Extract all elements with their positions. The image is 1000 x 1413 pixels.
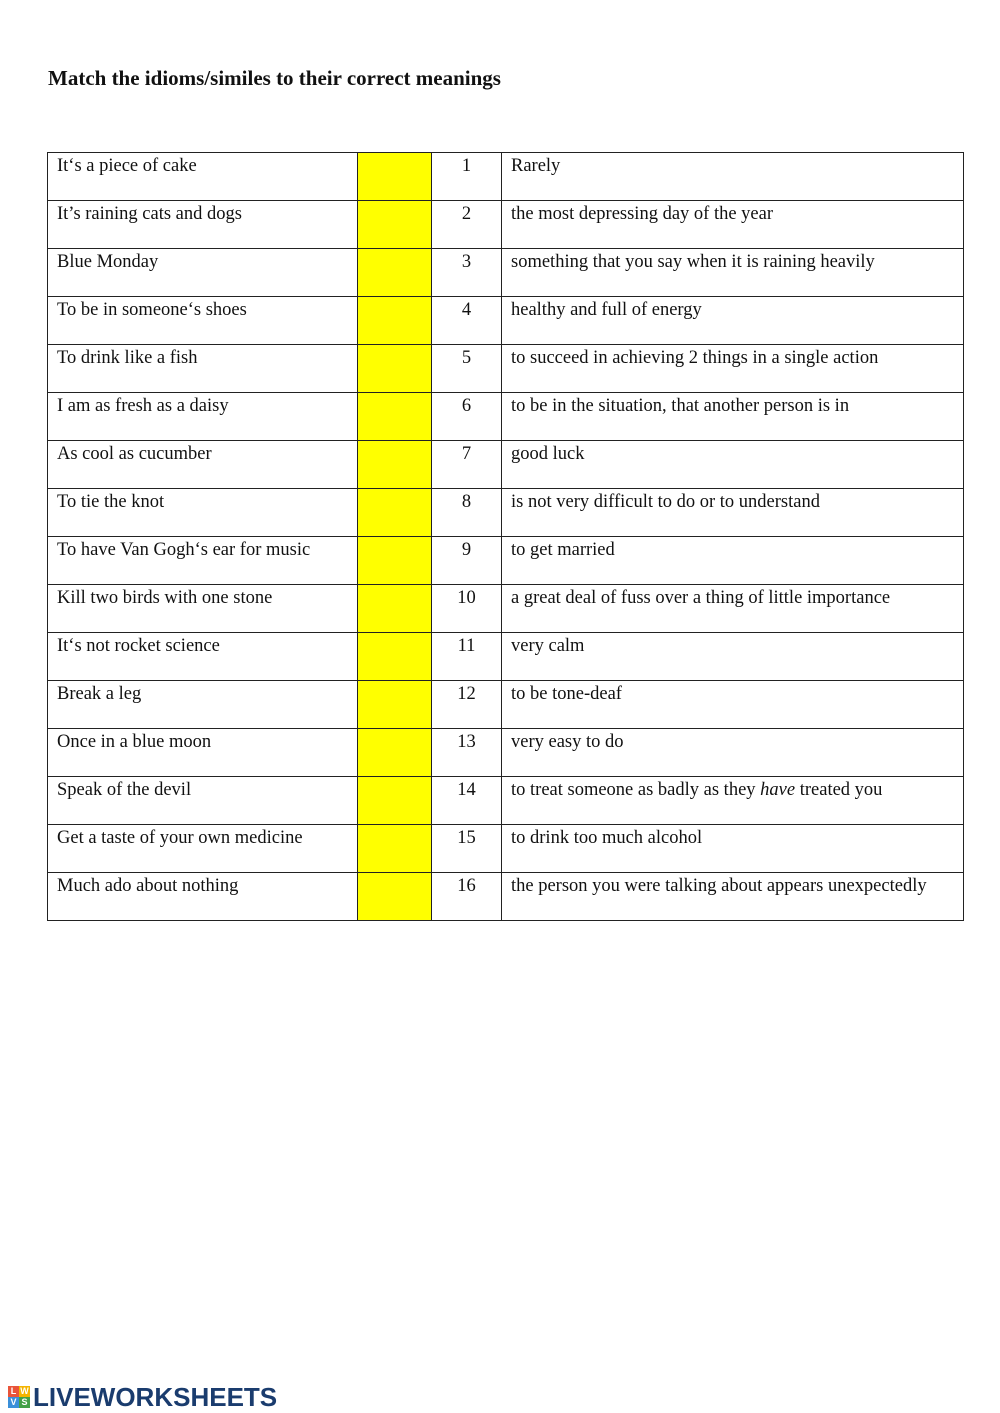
table-row <box>48 633 964 681</box>
meaning-cell: to get married <box>502 537 964 585</box>
meaning-emphasis: have <box>760 780 796 800</box>
meaning-text: treated you <box>795 780 883 800</box>
answer-drop-box[interactable] <box>367 539 422 584</box>
meaning-number: 2 <box>432 201 502 249</box>
idiom-cell: Once in a blue moon <box>48 729 358 777</box>
meaning-cell: a great deal of fuss over a thing of little importance <box>502 585 964 633</box>
meaning-cell: something that you say when it is raining heavily <box>502 249 964 297</box>
answer-cell[interactable] <box>358 441 432 489</box>
meaning-number: 14 <box>432 777 502 825</box>
idiom-cell: It‘s a piece of cake <box>48 153 358 201</box>
idiom-cell: It‘s not rocket science <box>48 633 358 681</box>
meaning-number: 4 <box>432 297 502 345</box>
liveworksheets-logo <box>8 1381 277 1413</box>
answer-cell[interactable] <box>358 585 432 633</box>
table-row <box>48 585 964 633</box>
answer-cell[interactable] <box>358 249 432 297</box>
idiom-cell: To tie the knot <box>48 489 358 537</box>
table-row <box>48 873 964 921</box>
answer-drop-box[interactable] <box>367 299 422 344</box>
meaning-cell: very calm <box>502 633 964 681</box>
meaning-number: 3 <box>432 249 502 297</box>
meaning-cell: good luck <box>502 441 964 489</box>
answer-cell[interactable] <box>358 537 432 585</box>
idiom-cell: To drink like a fish <box>48 345 358 393</box>
answer-drop-box[interactable] <box>367 251 422 296</box>
meaning-cell: to be in the situation, that another person is in <box>502 393 964 441</box>
meaning-cell <box>502 777 964 825</box>
answer-drop-box[interactable] <box>367 203 422 248</box>
meaning-cell: the person you were talking about appears unexpectedly <box>502 873 964 921</box>
meaning-number: 9 <box>432 537 502 585</box>
idiom-cell: I am as fresh as a daisy <box>48 393 358 441</box>
table-row <box>48 345 964 393</box>
answer-cell[interactable] <box>358 489 432 537</box>
table-row <box>48 489 964 537</box>
meaning-cell: the most depressing day of the year <box>502 201 964 249</box>
meaning-cell: to succeed in achieving 2 things in a single action <box>502 345 964 393</box>
meaning-text: to treat someone as badly as they <box>511 780 761 800</box>
idiom-cell: To be in someone‘s shoes <box>48 297 358 345</box>
table-row <box>48 393 964 441</box>
answer-drop-box[interactable] <box>367 395 422 440</box>
idiom-cell: Blue Monday <box>48 249 358 297</box>
answer-cell[interactable] <box>358 345 432 393</box>
answer-drop-box[interactable] <box>367 779 422 824</box>
answer-drop-box[interactable] <box>367 491 422 536</box>
idiom-cell: Get a taste of your own medicine <box>48 825 358 873</box>
table-row <box>48 249 964 297</box>
answer-cell[interactable] <box>358 729 432 777</box>
table-row <box>48 297 964 345</box>
meaning-number: 1 <box>432 153 502 201</box>
table-row <box>48 681 964 729</box>
table-row <box>48 777 964 825</box>
meaning-cell: to be tone-deaf <box>502 681 964 729</box>
answer-cell[interactable] <box>358 201 432 249</box>
answer-cell[interactable] <box>358 153 432 201</box>
answer-drop-box[interactable] <box>367 731 422 776</box>
table-row <box>48 153 964 201</box>
meaning-number: 15 <box>432 825 502 873</box>
meaning-number: 11 <box>432 633 502 681</box>
meaning-cell: is not very difficult to do or to understand <box>502 489 964 537</box>
answer-cell[interactable] <box>358 633 432 681</box>
table-row <box>48 825 964 873</box>
meaning-number: 7 <box>432 441 502 489</box>
page-title: Match the idioms/similes to their correct meanings <box>48 66 501 90</box>
logo-text: LIVEWORKSHEETS <box>33 1381 278 1412</box>
idiom-cell: Break a leg <box>48 681 358 729</box>
answer-cell[interactable] <box>358 777 432 825</box>
idiom-cell: Kill two birds with one stone <box>48 585 358 633</box>
idiom-cell: It’s raining cats and dogs <box>48 201 358 249</box>
answer-drop-box[interactable] <box>367 875 422 920</box>
idiom-cell: To have Van Gogh‘s ear for music <box>48 537 358 585</box>
meaning-number: 12 <box>432 681 502 729</box>
answer-cell[interactable] <box>358 873 432 921</box>
answer-drop-box[interactable] <box>367 443 422 488</box>
meaning-number: 6 <box>432 393 502 441</box>
meaning-number: 5 <box>432 345 502 393</box>
matching-table <box>47 152 964 921</box>
meaning-number: 10 <box>432 585 502 633</box>
meaning-cell: healthy and full of energy <box>502 297 964 345</box>
table-row <box>48 201 964 249</box>
answer-drop-box[interactable] <box>367 827 422 872</box>
answer-cell[interactable] <box>358 825 432 873</box>
table-row <box>48 537 964 585</box>
meaning-number: 16 <box>432 873 502 921</box>
idiom-cell: Much ado about nothing <box>48 873 358 921</box>
matching-table-body <box>48 153 964 921</box>
meaning-number: 8 <box>432 489 502 537</box>
answer-cell[interactable] <box>358 297 432 345</box>
liveworksheets-logo-icon: L W V S <box>8 1386 30 1408</box>
answer-drop-box[interactable] <box>367 635 422 680</box>
meaning-cell: to drink too much alcohol <box>502 825 964 873</box>
table-row <box>48 441 964 489</box>
idiom-cell: As cool as cucumber <box>48 441 358 489</box>
answer-drop-box[interactable] <box>367 347 422 392</box>
table-row <box>48 729 964 777</box>
idiom-cell: Speak of the devil <box>48 777 358 825</box>
answer-drop-box[interactable] <box>367 683 422 728</box>
meaning-number: 13 <box>432 729 502 777</box>
answer-cell[interactable] <box>358 393 432 441</box>
answer-drop-box[interactable] <box>367 587 422 632</box>
meaning-cell: Rarely <box>502 153 964 201</box>
answer-drop-box[interactable] <box>367 155 422 200</box>
meaning-cell: very easy to do <box>502 729 964 777</box>
answer-cell[interactable] <box>358 681 432 729</box>
